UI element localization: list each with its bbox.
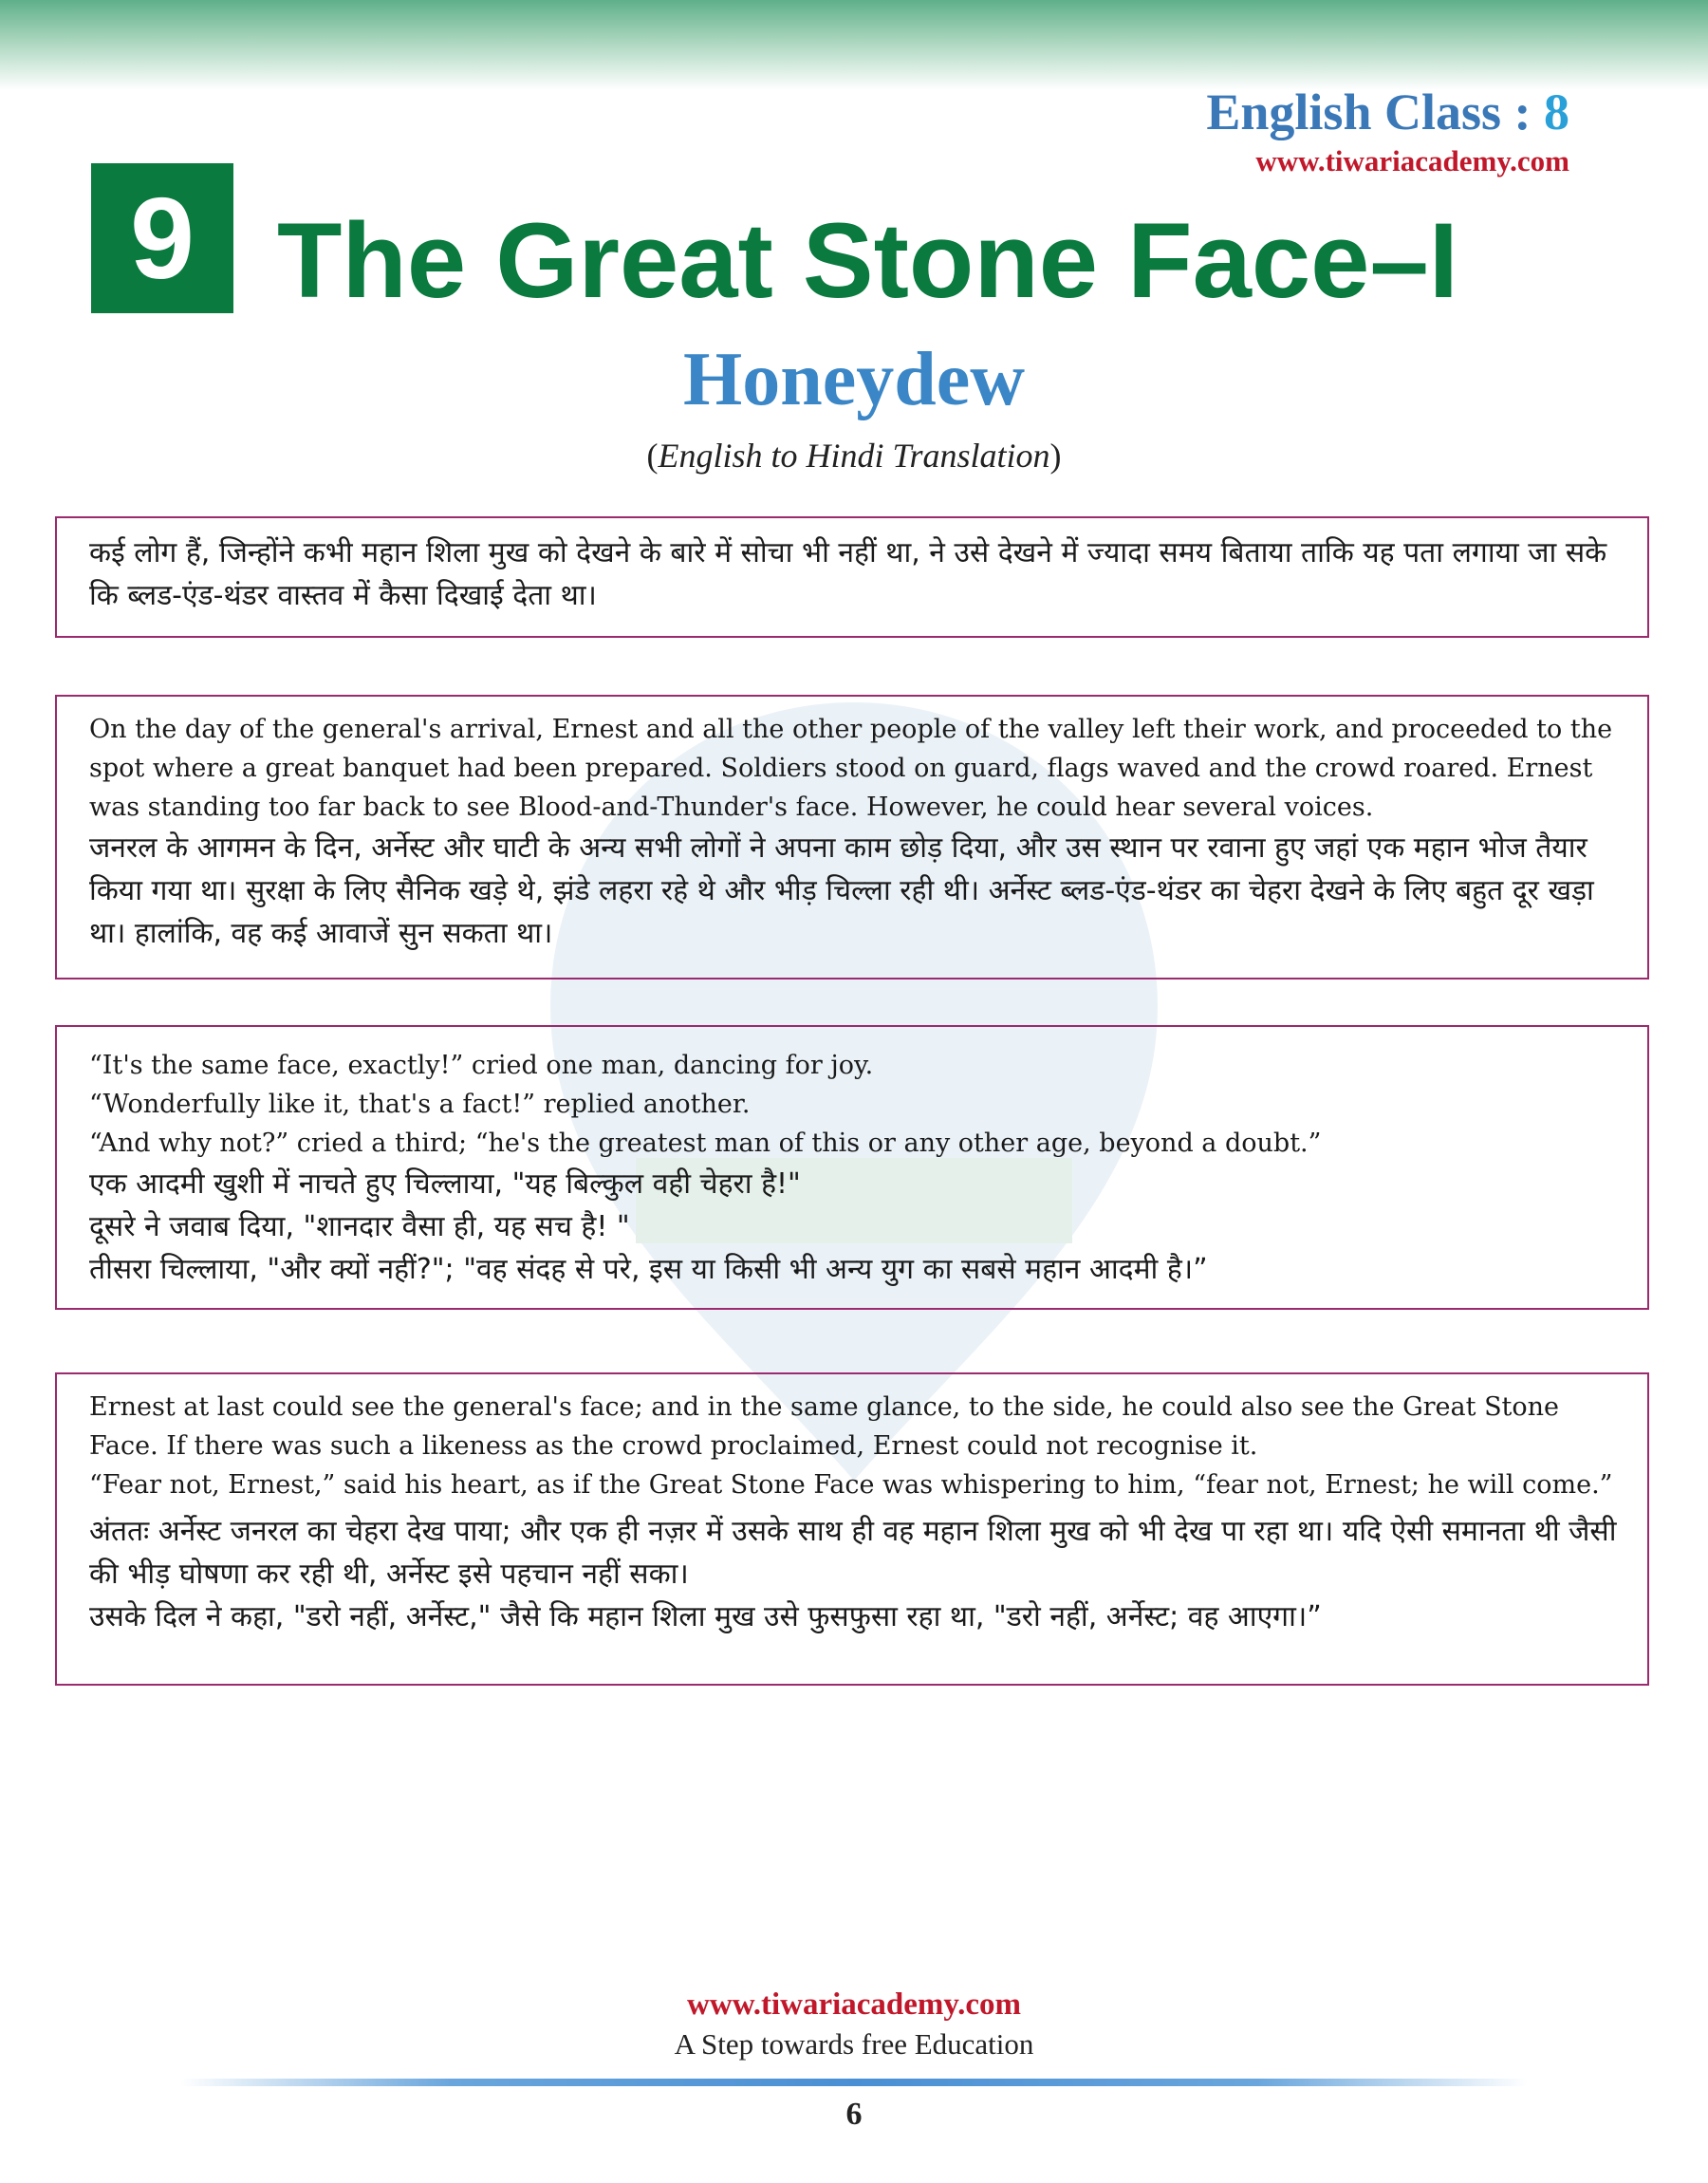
class-title (1206, 84, 1569, 140)
header-block (1206, 84, 1569, 180)
hindi-line: तीसरा चिल्लाया, "और क्यों नहीं?"; "वह संदह से परे, इस या किसी भी अन्य युग का सबसे महान आदमी है।” (89, 1253, 1208, 1286)
footer-tagline: A Step towards free Education (674, 2027, 1034, 2061)
translation-box-4 (55, 1372, 1649, 1686)
hindi-line: उसके दिल ने कहा, "डरो नहीं, अर्नेस्ट," जैसे कि महान शिला मुख उसे फुसफुसा रहा था, "डरो नहीं, अर्नेस्ट; वह आएगा।” (89, 1600, 1322, 1633)
hindi-paragraph: कई लोग हैं, जिन्होंने कभी महान शिला मुख को देखने के बारे में सोचा भी नहीं था, ने उसे देखने में ज्यादा समय बिताया ताकि यह पता लगाया जा सके कि ब्लड-एंड-थंडर वास्तव में कैसा दिखाई देता था। (89, 536, 1607, 612)
hindi-line: अंततः अर्नेस्ट जनरल का चेहरा देख पाया; और एक ही नज़र में उसके साथ ही वह महान शिला मुख को भी देख पा रहा था। यदि ऐसी समानता थी जैसी की भीड़ घोषणा कर रही थी, अर्नेस्ट इसे पहचान नहीं सका। (89, 1515, 1617, 1591)
translation-box-1 (55, 516, 1649, 638)
header-url-link[interactable]: www.tiwariacademy.com (1255, 144, 1569, 177)
subtitle-close-paren: ) (1049, 437, 1062, 475)
footer-url-link[interactable]: www.tiwariacademy.com (687, 1987, 1021, 2022)
chapter-title: The Great Stone Face–I (277, 201, 1458, 320)
translation-box-2 (55, 695, 1649, 980)
hindi-paragraph: जनरल के आगमन के दिन, अर्नेस्ट और घाटी के अन्य सभी लोगों ने अपना काम छोड़ दिया, और उस स्थान पर रवाना हुए जहां एक महान भोज तैयार किया गया था। सुरक्षा के लिए सैनिक खड़े थे, झंडे लहरा रहे थे और भीड़ चिल्ला रही थी। अर्नेस्ट ब्लड-एंड-थंडर का चेहरा देखने के लिए बहुत दूर खड़ा था। हालांकि, वह कई आवाजें सुन सकता था। (89, 831, 1594, 950)
hindi-line: एक आदमी खुशी में नाचते हुए चिल्लाया, "यह बिल्कुल वही चेहरा है!" (89, 1167, 801, 1201)
english-line: Ernest at last could see the general's face; and in the same glance, to the side, he could also see the Great Stone Face. If there was such a likeness as the crowd proclaimed, Ernest could not recognise it. (89, 1392, 1560, 1461)
book-title: Honeydew (683, 338, 1025, 421)
chapter-number-badge: 9 (91, 163, 233, 313)
english-line: “It's the same face, exactly!” cried one man, dancing for joy. (89, 1051, 874, 1080)
page-number: 6 (845, 2097, 863, 2132)
subtitle (0, 435, 1708, 476)
translation-box-3 (55, 1025, 1649, 1310)
subtitle-open-paren: ( (646, 437, 659, 475)
english-line: “Wonderfully like it, that's a fact!” replied another. (89, 1090, 751, 1119)
class-label: English Class : (1206, 84, 1544, 140)
footer-divider (180, 2079, 1528, 2086)
class-number: 8 (1544, 84, 1569, 140)
hindi-line: दूसरे ने जवाब दिया, "शानदार वैसा ही, यह सच है! " (89, 1210, 630, 1243)
english-line: “Fear not, Ernest,” said his heart, as if the Great Stone Face was whispering to him, “fear not, Ernest; he will come.” (89, 1470, 1613, 1500)
english-line: “And why not?” cried a third; “he's the greatest man of this or any other age, beyond a doubt.” (89, 1129, 1322, 1158)
english-paragraph: On the day of the general's arrival, Ernest and all the other people of the valley left their work, and proceeded to the spot where a great banquet had been prepared. Soldiers stood on guard, flags waved and the crowd roared. Ernest was standing too far back to see Blood-and-Thunder's face. However, he could hear several voices. (89, 715, 1613, 822)
top-gradient-band (0, 0, 1708, 90)
subtitle-text: English to Hindi Translation (658, 437, 1050, 475)
